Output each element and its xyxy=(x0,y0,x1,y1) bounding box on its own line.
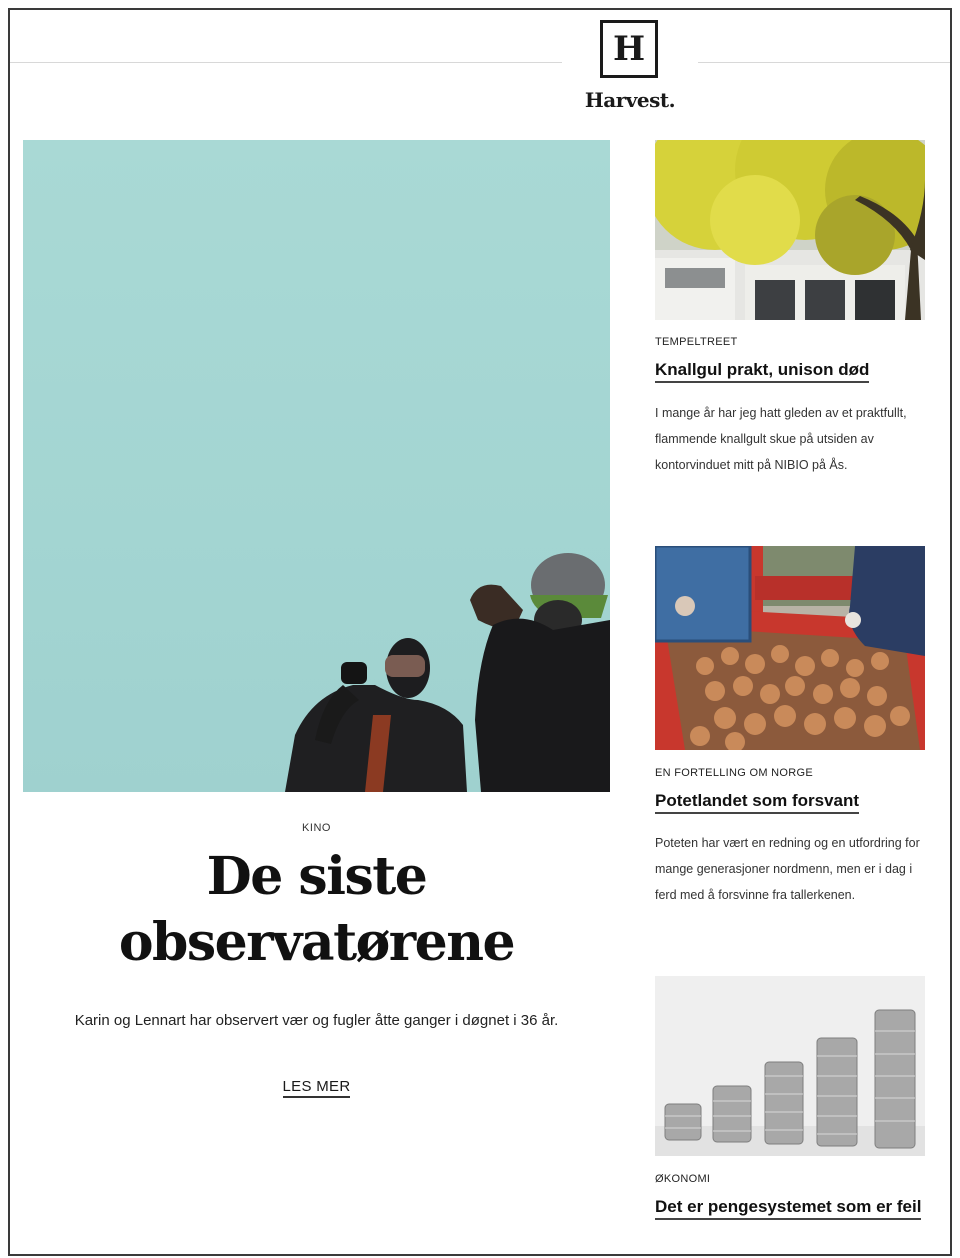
article-title xyxy=(655,785,930,816)
article-category[interactable]: EN FORTELLING OM NORGE xyxy=(655,767,813,779)
article-excerpt: I mange år har jeg hatt gleden av et praktfullt, flammende knallgult skue på utsiden av kontorvinduet mitt på NIBIO på Ås. xyxy=(655,406,907,472)
header-rule-left xyxy=(10,62,562,63)
read-more-link-wrap xyxy=(23,1078,610,1095)
article-title xyxy=(655,1191,930,1222)
article-title-link[interactable]: Knallgul prakt, unison død xyxy=(655,360,869,383)
article-category[interactable]: TEMPELTREET xyxy=(655,336,738,348)
article-excerpt: Poteten har vært en redning og en utfordring for mange generasjoner nordmenn, men er i dag i ferd med å forsvinne fra tallerkenen. xyxy=(655,836,920,902)
hero-category[interactable]: KINO xyxy=(302,822,331,834)
article-title-link[interactable]: Potetlandet som forsvant xyxy=(655,791,859,814)
header-rule-right xyxy=(698,62,950,63)
logo-letter: H xyxy=(612,29,646,69)
article-image-coins[interactable] xyxy=(655,976,925,1156)
hero-excerpt: Karin og Lennart har observert vær og fugler åtte ganger i døgnet i 36 år. xyxy=(74,1012,559,1029)
hero-title[interactable]: De siste observatørene xyxy=(118,846,515,973)
article-image-potatoes[interactable] xyxy=(655,546,925,750)
hero-image[interactable] xyxy=(23,140,610,792)
article-title-link[interactable]: Det er pengesystemet som er feil xyxy=(655,1197,921,1220)
article-title xyxy=(655,354,930,385)
article-category[interactable]: ØKONOMI xyxy=(655,1173,711,1185)
read-more-link[interactable]: LES MER xyxy=(283,1078,351,1098)
page-frame xyxy=(8,8,952,1256)
article-image-tree[interactable] xyxy=(655,140,925,320)
logo-mark[interactable] xyxy=(600,20,658,78)
brand-name[interactable]: Harvest. xyxy=(584,88,676,112)
